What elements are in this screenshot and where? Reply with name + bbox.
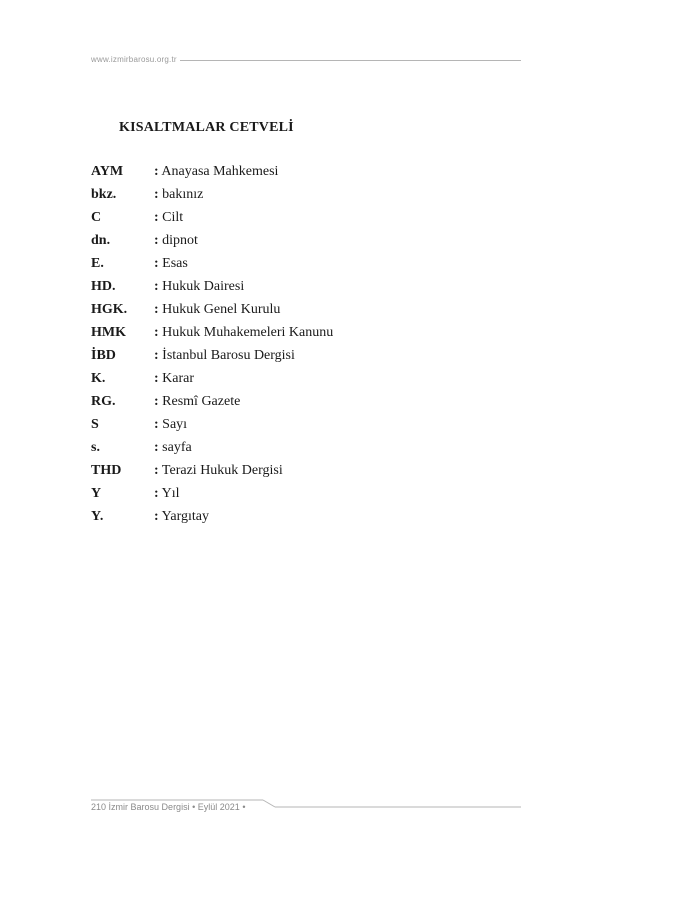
abbreviation-row bbox=[91, 321, 511, 344]
abbreviation-term: Y. bbox=[91, 509, 104, 524]
footer-bullet: • bbox=[242, 802, 246, 812]
abbreviation-term: bkz. bbox=[91, 187, 117, 202]
abbreviation-meaning: Anayasa Mahkemesi bbox=[161, 164, 279, 179]
abbreviation-row bbox=[91, 252, 511, 275]
page-footer bbox=[91, 799, 521, 813]
separator-colon: : bbox=[154, 463, 159, 478]
abbreviation-term: THD bbox=[91, 463, 122, 478]
abbreviation-row bbox=[91, 183, 511, 206]
abbreviation-term: S bbox=[91, 417, 99, 432]
abbreviation-term: RG. bbox=[91, 394, 116, 409]
issue-date: Eylül 2021 bbox=[197, 802, 240, 812]
page-header bbox=[91, 55, 521, 67]
abbreviation-meaning: Yargıtay bbox=[161, 509, 209, 524]
abbreviation-row bbox=[91, 160, 511, 183]
abbreviation-meaning: dipnot bbox=[162, 233, 198, 248]
abbreviation-row bbox=[91, 459, 511, 482]
abbreviation-meaning: bakınız bbox=[162, 187, 204, 202]
abbreviation-meaning: Resmî Gazete bbox=[162, 394, 241, 409]
abbreviation-term: HD. bbox=[91, 279, 116, 294]
abbreviation-meaning: sayfa bbox=[162, 440, 192, 455]
abbreviation-row bbox=[91, 367, 511, 390]
abbreviation-term: C bbox=[91, 210, 102, 225]
abbreviation-term: K. bbox=[91, 371, 106, 386]
abbreviation-term: HGK. bbox=[91, 302, 128, 317]
abbreviation-meaning: İstanbul Barosu Dergisi bbox=[162, 348, 295, 363]
separator-colon: : bbox=[154, 348, 159, 363]
abbreviation-term: E. bbox=[91, 256, 104, 271]
separator-colon: : bbox=[154, 440, 159, 455]
abbreviation-meaning: Hukuk Muhakemeleri Kanunu bbox=[162, 325, 334, 340]
abbreviation-row bbox=[91, 298, 511, 321]
separator-colon: : bbox=[154, 256, 159, 271]
separator-colon: : bbox=[154, 394, 159, 409]
abbreviation-row bbox=[91, 482, 511, 505]
separator-colon: : bbox=[154, 210, 159, 225]
abbreviation-meaning: Yıl bbox=[161, 486, 180, 501]
abbreviation-meaning: Cilt bbox=[162, 210, 184, 225]
abbreviation-meaning: Sayı bbox=[162, 417, 188, 432]
separator-colon: : bbox=[154, 509, 159, 524]
separator-colon: : bbox=[154, 486, 159, 501]
abbreviation-row bbox=[91, 275, 511, 298]
separator-colon: : bbox=[154, 164, 159, 179]
page-title: KISALTMALAR CETVELİ bbox=[119, 120, 294, 135]
abbreviation-row bbox=[91, 344, 511, 367]
abbreviation-term: s. bbox=[91, 440, 100, 455]
separator-colon: : bbox=[154, 302, 159, 317]
abbreviation-row bbox=[91, 390, 511, 413]
abbreviation-meaning: Hukuk Genel Kurulu bbox=[162, 302, 281, 317]
separator-colon: : bbox=[154, 233, 159, 248]
separator-colon: : bbox=[154, 371, 159, 386]
separator-colon: : bbox=[154, 279, 159, 294]
separator-colon: : bbox=[154, 417, 159, 432]
abbreviation-row bbox=[91, 413, 511, 436]
abbreviation-meaning: Esas bbox=[162, 256, 188, 271]
journal-name: İzmir Barosu Dergisi bbox=[108, 802, 190, 812]
page-number: 210 bbox=[91, 802, 107, 812]
abbreviation-term: HMK bbox=[91, 325, 126, 340]
abbreviation-term: AYM bbox=[91, 164, 124, 179]
abbreviation-row bbox=[91, 436, 511, 459]
abbreviation-meaning: Karar bbox=[162, 371, 195, 386]
abbreviation-term: İBD bbox=[91, 348, 116, 363]
footer-bullet: • bbox=[192, 802, 196, 812]
footer-text bbox=[91, 801, 245, 813]
header-url: www.izmirbarosu.org.tr bbox=[91, 55, 180, 65]
abbreviation-row bbox=[91, 229, 511, 252]
abbreviation-meaning: Hukuk Dairesi bbox=[162, 279, 245, 294]
abbreviation-row bbox=[91, 206, 511, 229]
separator-colon: : bbox=[154, 187, 159, 202]
separator-colon: : bbox=[154, 325, 159, 340]
abbreviation-row bbox=[91, 505, 511, 528]
abbreviation-list bbox=[91, 160, 511, 528]
abbreviation-meaning: Terazi Hukuk Dergisi bbox=[161, 463, 283, 478]
abbreviation-term: dn. bbox=[91, 233, 111, 248]
abbreviation-term: Y bbox=[91, 486, 102, 501]
